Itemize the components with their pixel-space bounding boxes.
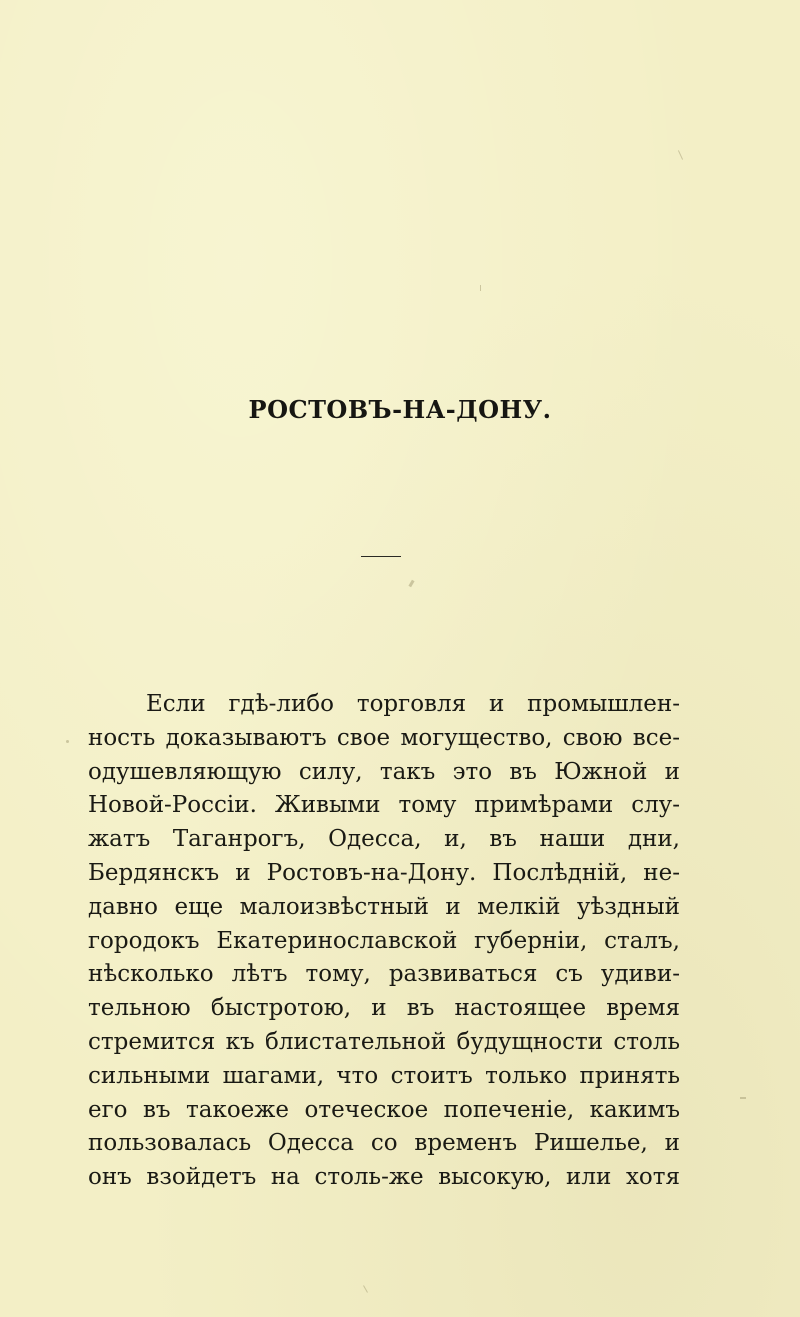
text-line: пользовалась Одесса со временъ Ришелье, и: [88, 1130, 680, 1157]
text-line: нѣсколько лѣтъ тому, развиваться съ удиви-: [88, 961, 680, 988]
text-line: сильными шагами, что стоитъ только принять: [88, 1062, 680, 1089]
text-line: ность доказываютъ свое могущество, свою все-: [88, 724, 680, 751]
paper-speck: [408, 580, 414, 588]
text-line: одушевляющую силу, такъ это въ Южной и: [88, 758, 680, 785]
text-line: жатъ Таганрогъ, Одесса, и, въ наши дни,: [88, 826, 680, 853]
text-line: онъ взойдетъ на столь-же высокую, или хотя: [88, 1164, 680, 1191]
paper-speck: [678, 150, 683, 159]
text-line: Если гдѣ-либо торговля и промышлен-: [146, 691, 680, 717]
paper-speck: [363, 1285, 368, 1292]
text-line: городокъ Екатеринославской губерніи, сталъ,: [88, 927, 680, 954]
paper-speck: [480, 285, 481, 291]
body-paragraph: [88, 688, 680, 1195]
text-line: Новой-Россіи. Живыми тому примѣрами слу-: [88, 792, 680, 819]
paper-speck: [740, 1097, 746, 1099]
text-line: его въ такоеже отеческое попеченіе, какимъ: [88, 1096, 680, 1123]
text-line: Бердянскъ и Ростовъ-на-Дону. Послѣдній, не-: [88, 859, 680, 886]
chapter-title: РОСТОВЪ-НА-ДОНУ.: [248, 395, 552, 424]
text-line: давно еще малоизвѣстный и мелкій уѣздный: [88, 893, 680, 920]
paper-speck: [66, 740, 69, 743]
text-line: тельною быстротою, и въ настоящее время: [88, 995, 680, 1022]
text-line: стремится къ блистательной будущности столь: [88, 1028, 680, 1055]
title-divider-rule: [361, 556, 401, 557]
